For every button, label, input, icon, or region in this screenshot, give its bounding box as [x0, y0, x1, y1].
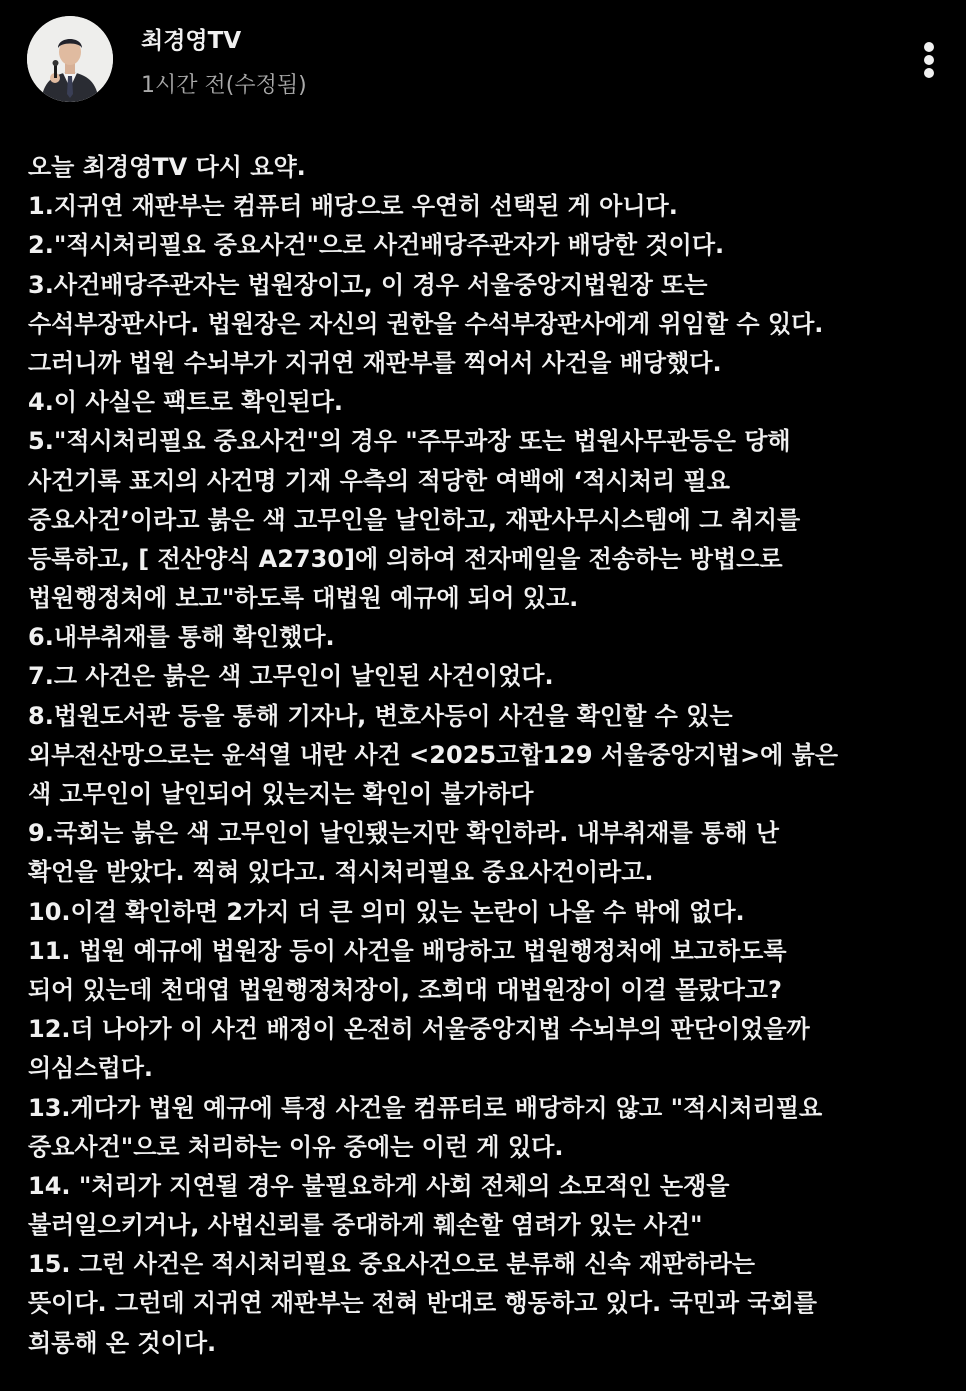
more-vertical-icon-dot — [924, 55, 934, 65]
post-line: 11. 법원 예규에 법원장 등이 사건을 배당하고 법원행정처에 보고하도록 — [28, 936, 787, 965]
post-line: 10.이걸 확인하면 2가지 더 큰 의미 있는 논란이 나올 수 밖에 없다. — [28, 897, 745, 926]
post-line: 6.내부취재를 통해 확인했다. — [28, 623, 335, 652]
post-line: 15. 그런 사건은 적시처리필요 중요사건으로 분류해 신속 재판하라는 — [28, 1250, 755, 1279]
post-line: 5."적시처리필요 중요사건"의 경우 "주무과장 또는 법원사무관등은 당해 — [28, 427, 791, 456]
channel-avatar[interactable] — [27, 16, 113, 102]
post-line: 등록하고, [ 전산양식 A2730]에 의하여 전자메일을 전송하는 방법으로 — [28, 544, 783, 573]
post-line: 4.이 사실은 팩트로 확인된다. — [28, 388, 344, 417]
post-line: 13.게다가 법원 예규에 특정 사건을 컴퓨터로 배당하지 않고 "적시처리필요 — [28, 1093, 823, 1122]
more-vertical-icon-dot — [924, 68, 934, 78]
post-line: 3.사건배당주관자는 법원장이고, 이 경우 서울중앙지법원장 또는 — [28, 270, 708, 299]
post-line: 뜻이다. 그런데 지귀연 재판부는 전혀 반대로 행동하고 있다. 국민과 국회를 — [28, 1289, 817, 1318]
post-line: 의심스럽다. — [28, 1054, 154, 1083]
post-line: 법원행정처에 보고"하도록 대법원 예규에 되어 있고. — [28, 584, 579, 613]
post-line: 중요사건"으로 처리하는 이유 중에는 이런 게 있다. — [28, 1132, 564, 1161]
post-line: 2."적시처리필요 중요사건"으로 사건배당주관자가 배당한 것이다. — [28, 231, 725, 260]
post-line: 확언을 받았다. 찍혀 있다고. 적시처리필요 중요사건이라고. — [28, 858, 654, 887]
post-line: 불러일으키거나, 사법신뢰를 중대하게 훼손할 염려가 있는 사건" — [28, 1211, 703, 1240]
post-line: 색 고무인이 날인되어 있는지는 확인이 불가하다 — [28, 780, 534, 808]
post-line: 1.지귀연 재판부는 컴퓨터 배당으로 우연히 선택된 게 아니다. — [28, 192, 678, 221]
post-line: 14. "처리가 지연될 경우 불필요하게 사회 전체의 소모적인 논쟁을 — [28, 1171, 730, 1200]
post-line: 7.그 사건은 붉은 색 고무인이 날인된 사건이었다. — [28, 662, 554, 691]
post-line: 사건기록 표지의 사건명 기재 우측의 적당한 여백에 ‘적시처리 필요 — [28, 466, 730, 495]
post-line: 중요사건’이라고 붉은 색 고무인을 날인하고, 재판사무시스템에 그 취지를 — [28, 505, 801, 534]
post-line: 8.법원도서관 등을 통해 기자나, 변호사등이 사건을 확인할 수 있는 — [28, 701, 733, 730]
channel-name[interactable]: 최경영TV — [141, 28, 242, 54]
more-options-button[interactable] — [908, 36, 950, 84]
post-line: 되어 있는데 천대엽 법원행정처장이, 조희대 대법원장이 이걸 몰랐다고? — [28, 975, 782, 1004]
post-line: 외부전산망으로는 윤석열 내란 사건 <2025고합129 서울중앙지법>에 붉은 — [28, 740, 839, 769]
post-timestamp: 1시간 전(수정됨) — [141, 73, 307, 98]
post-line: 9.국회는 붉은 색 고무인이 날인됐는지만 확인하라. 내부취재를 통해 난 — [28, 819, 779, 848]
post-line: 수석부장판사다. 법원장은 자신의 권한을 수석부장판사에게 위임할 수 있다. — [28, 309, 824, 338]
post-line: 희롱해 온 것이다. — [28, 1328, 217, 1357]
more-vertical-icon — [924, 42, 934, 52]
post-line: 그러니까 법원 수뇌부가 지귀연 재판부를 찍어서 사건을 배당했다. — [28, 348, 722, 377]
post-header — [0, 0, 966, 120]
avatar-person-icon — [27, 16, 113, 102]
post-line: 오늘 최경영TV 다시 요약. — [28, 153, 306, 181]
post-text — [28, 148, 948, 1363]
post-line: 12.더 나아가 이 사건 배정이 온전히 서울중앙지법 수뇌부의 판단이었을까 — [28, 1015, 810, 1044]
